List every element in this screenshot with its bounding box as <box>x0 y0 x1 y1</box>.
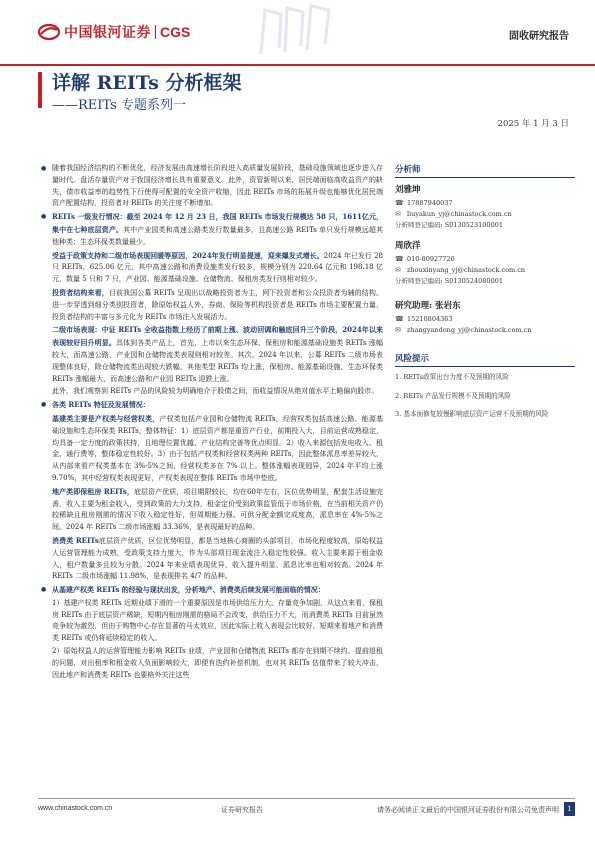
risk-item: 3. 基本面修复较慢影响底层资产运营不及预期的风险 <box>395 410 549 418</box>
bullet-icon: ● <box>41 213 47 221</box>
analyst-email[interactable]: liuyakun_yj@chinastock.com.cn <box>407 210 512 218</box>
paragraph-body: 底层资产优质，区位优势明显，都是当地核心商圈的头部项目，市场化程度较高，原始权益人运营管理能力成熟，受政策支持力度大，作为头部项目现金流注入稳定性较强。收入主要来源于租金收入，租户数量多且较为分散。2024 年来业绩表现优异，收入提升明显、派息比率也相对较高。2024 年 REITs 二级市场涨幅 11.98%，是表现排名 4/7 的品种。 <box>52 536 384 581</box>
paragraph-body: 目前我国公募 REITs 呈现出以战略投资者为主，网下投资者和公众投资者为辅的结构。进一步穿透到细分类别投资者，除原始权益人外，券商、保险等机构投资者是 REITs 市场主要配置力量，投资者结构的丰富与多元化为 REITs 市场注入发展活力。 <box>52 288 383 321</box>
footer-disclaimer: 请务必阅读正文最后的中国银河证券股份有限公司免责声明 <box>377 806 559 814</box>
body-paragraph <box>38 584 383 597</box>
logo-english-text: CGS <box>160 24 191 40</box>
bullet-spacer <box>38 486 52 534</box>
bullet-spacer <box>38 386 52 398</box>
analyst-registration: 分析师登记编码: S0130523100001 <box>395 221 503 229</box>
paragraph-body: 此外，我们观察到 REITs 产品的风险较为明确地介于股债之间，而收益情况从绝对值水平上略偏向股市。 <box>52 387 379 396</box>
analyst-block <box>395 183 575 231</box>
paragraph-lead: 从基建产权类 REITs 的经验与现状出发，分析地产、消费类后续发展可能面临的情况： <box>52 585 325 595</box>
paragraph-text <box>52 163 383 210</box>
contact-line <box>395 220 575 231</box>
page-footer <box>38 798 575 818</box>
body-paragraph <box>38 163 383 210</box>
contact-line <box>395 276 575 287</box>
paragraph-text <box>52 598 383 645</box>
paragraph-lead: 各类 REITs 特征及发展情况： <box>52 400 150 410</box>
body-paragraph <box>38 211 383 248</box>
body-paragraph <box>38 386 383 398</box>
paragraph-body: 其中产业园类和高速公路类发行数量最多，且高速公路 REITs 单只发行规模远超其他种类；生态环保类数量最少。 <box>52 225 383 246</box>
report-subtitle: ——REITs 专题系列一 <box>52 98 186 113</box>
analyst-phone: 010-80927726 <box>407 255 455 263</box>
paragraph-body: 底层资产优质，项目期限较长，均在60年左右，区位优势明显，配套生活设施完善，收入主要为租金收入，受到政策的大力支持，租金定价受到政策监管低于市场价格，在当前相关资产仍较稀缺且租房刚需的情况下收入稳定性好，但周期能力强。可供分配金额完成度高，派息率在 4%-5%之间。2024 年 REITs 二级市场涨幅 33.36%，是表现最好的品种。 <box>52 487 384 532</box>
bullet-icon: ● <box>41 401 47 409</box>
paragraph-lead: 投资者结构来看， <box>52 287 109 297</box>
body-paragraph <box>38 646 383 681</box>
bullet-spacer <box>38 287 52 323</box>
paragraph-text <box>52 386 383 398</box>
paragraph-lead: 基建类主要是产权类与经营权类， <box>52 413 160 423</box>
report-date: 2025 年 1 月 3 日 <box>497 119 569 129</box>
paragraph-text <box>52 486 383 534</box>
body-paragraph <box>38 324 383 385</box>
company-logo <box>38 22 190 42</box>
paragraph-body: 2）原始权益人的运营管理能力影响 REITs 业绩，产业园和仓储物流 REITs 都存在到期不续约、提前退租的问题，对出租率和租金收入负面影响较大，即便有迭约补偿机制，也对其 REITs 估值带来了较大冲击，因此地产和消费类 REITs 也要格外关注这些 <box>52 647 383 679</box>
paragraph-text <box>52 413 383 485</box>
analyst-registration: 分析师登记编码: S0130524080001 <box>395 277 503 285</box>
page-header <box>0 0 595 66</box>
footer-report-type: 证券研究报告 <box>221 806 263 814</box>
bullet-spacer <box>38 535 52 583</box>
report-title: 详解 REITs 分析框架 <box>52 72 242 94</box>
analyst-email[interactable]: zhouxinyang_yj@chinastock.com.cn <box>407 266 526 274</box>
body-paragraph <box>38 486 383 534</box>
phone-icon: ☎ <box>395 315 404 323</box>
paragraph-text <box>52 324 383 385</box>
bullet-spacer <box>38 413 52 485</box>
paragraph-text <box>52 646 383 681</box>
paragraph-body: 2024 年已发行 28 只 REITs，625.06 亿元，其中高速公路和消费设施类发行较多，规模分别为 220.64 亿元和 198.18 亿元，数量 5 只和 7 只，产业园、能源基础设施、仓储物流、保租房类发行则相对较少。 <box>52 251 384 284</box>
report-section-label: 固收研究报告 <box>509 31 569 42</box>
mail-icon: ✉ <box>395 266 401 274</box>
analyst-name: 刘雅坤 <box>395 185 421 195</box>
analyst-heading: 分析师 <box>395 163 575 178</box>
paragraph-lead: 消费类 REITs <box>52 535 99 545</box>
bullet-spacer <box>38 250 52 286</box>
bullet-icon: ● <box>41 165 47 172</box>
paragraph-lead: 地产类即保租房 REITs， <box>52 486 134 496</box>
assistant-email[interactable]: zhangyandong_yj@chinastock.com.cn <box>407 326 532 334</box>
mail-icon: ✉ <box>395 326 401 334</box>
analyst-name: 周欣洋 <box>395 241 421 251</box>
paragraph-text <box>52 250 383 286</box>
title-accent-bar <box>38 72 42 108</box>
sidebar <box>395 163 575 428</box>
body-paragraph <box>38 535 383 583</box>
footer-website-link[interactable]: www.chinastock.com.cn <box>38 805 113 812</box>
contact-line <box>395 254 575 265</box>
bullet-spacer <box>38 324 52 385</box>
paragraph-body: 1）基建产权类 REITs 近期业绩下滑的一个重要原因是市场供给压力大、存量竞争加剧，从这点来看，保租房 REITs 由于底层资产稀缺，短期内租房刚需的格局不会改变，供给压力不大，而消费类 REITs 目前虽然竞争较为激烈，但由于购物中心存在显著的马太效应，因此实际上收入表现会比较好，短期来看地产和消费类 REITs 或仍将延续稳定的收入。 <box>52 598 383 643</box>
analyst-phone: 17887940037 <box>407 199 453 207</box>
bullet-spacer <box>38 598 52 645</box>
bullet-icon: ● <box>41 586 47 594</box>
paragraph-text <box>52 399 383 412</box>
risk-item: 1. REITs政策出台力度不及预期的风险 <box>395 373 509 381</box>
contact-line <box>395 198 575 209</box>
bullet-spacer <box>38 646 52 681</box>
contact-line <box>395 325 575 336</box>
logo-chinese-text: 中国银河证券 <box>64 25 151 41</box>
paragraph-body: 产权类包括产业园和仓储物流 REITs，经营权类包括高速公路、能源基础设施和生态环保类 REITs，整体特征：1）底层资产都是重资产行业，前期投入大，目前运营成熟稳定，均具备一定力度的政策扶持，且地理位置优越、产业结构完善等优点明显。2）收入来源包括发电收入、租金、通行费等，整体稳定性较好。3）由于包括产权类和经营权类两种 REITs，因此整体派息率差异较大，从内部来看产权类基本在 3%-5%之间，经营权类多在 7% 以上。整体涨幅表现迥异，2024 年平均上涨 9.70%，其中经营权类表现更好，产权类表现在整体 REITs 市场中垫底。 <box>52 414 383 482</box>
body-paragraph <box>38 413 383 485</box>
analyst-block <box>395 239 575 287</box>
paragraph-body: 具体到各类产品上，首先，上市以来生态环保、保租房和能源基础设施类 REITs 涨幅较大，而高速公路、产业园和仓储物流类表现则相对较差。其次，2024 年以来，公募 REITs 二级市场表现整体良好，除仓储物流类出现较大跌幅，其他类型 REITs 均上涨，保租房、能源基础设施、生态环保类 REITs 涨幅最大，而高速公路和产业园 REITs 迎跌上涨。 <box>52 339 383 383</box>
contact-line <box>395 265 575 276</box>
header-watermark-graphic <box>255 2 335 62</box>
body-paragraph <box>38 598 383 645</box>
body-paragraph <box>38 399 383 412</box>
paragraph-body: 随着我国经济结构的不断优化，经济发展由高速增长阶段进入高质量发展阶段，基础设施领域也逐步进入存量时代。盘活存量资产对于我国经济增长具有重要意义。此外，资管新规以来，居民端面临高收益资产的缺失，债市收益率的趋势性下行使得可配置的安全资产收缩，因此 REITs 市场的拓展升级也能够优化居民端资产配置结构，投资者对 REITs 的关注度不断增加。 <box>52 164 383 208</box>
assistant-name: 研究助理: 张岩东 <box>395 301 461 311</box>
phone-icon: ☎ <box>395 199 404 207</box>
paragraph-text <box>52 584 383 597</box>
assistant-block <box>395 299 575 336</box>
logo-divider <box>155 25 156 39</box>
risk-item: 2. REITs 产品发行规模不及预期的风险 <box>395 391 511 400</box>
paragraph-lead: REITs 一级发行情况：截至 2024 年 12 月 23 日，我国 REITs 市场发行规模达 58 只，1611亿元，集中在七种底层资产。 <box>52 212 383 234</box>
paragraph-text <box>52 535 383 583</box>
report-body <box>38 163 383 682</box>
paragraph-text <box>52 287 383 323</box>
phone-icon: ☎ <box>395 255 404 263</box>
contact-line <box>395 209 575 220</box>
contact-line <box>395 314 575 325</box>
mail-icon: ✉ <box>395 210 401 218</box>
body-paragraph <box>38 250 383 286</box>
galaxy-logo-icon <box>38 23 60 41</box>
paragraph-lead: 受益于政策支持和二级市场表现回暖等原因，2024年发行明显提速，迎来爆发式增长。 <box>52 250 324 260</box>
paragraph-lead: 二级市场表现：中证 REITs 全收益指数上经历了前期上涨、波动回调和触底回升三个阶段，2024年以来表现较好回升明显。 <box>52 325 383 348</box>
page-number: 1 <box>564 802 575 816</box>
assistant-phone: 15210804363 <box>407 315 453 323</box>
risk-heading: 风险提示 <box>395 352 575 367</box>
paragraph-text <box>52 211 383 248</box>
body-paragraph <box>38 287 383 323</box>
